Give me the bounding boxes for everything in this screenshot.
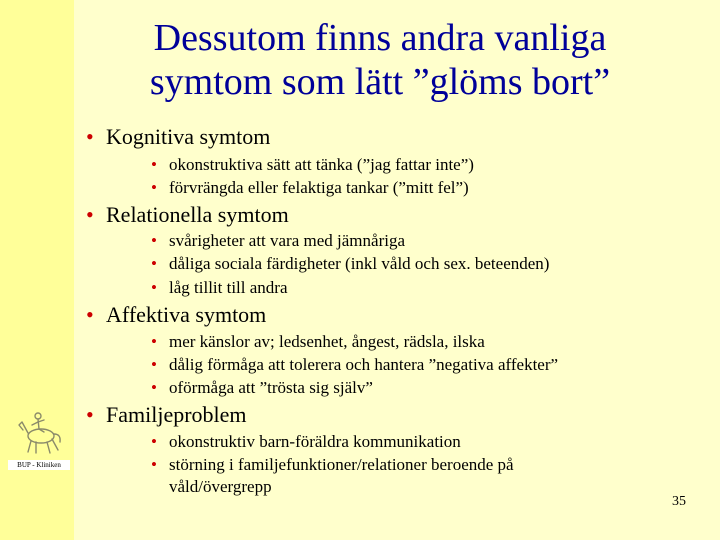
list-item: • mer känslor av; ledsenhet, ångest, rädsla, ilska xyxy=(151,332,485,351)
bullet-icon: • xyxy=(151,231,157,250)
section-heading-affektiva: • Affektiva symtom xyxy=(86,302,267,327)
list-item: • dålig förmåga att tolerera och hantera ”negativa affekter” xyxy=(151,355,559,374)
title-line-2: symtom som lätt ”glöms bort” xyxy=(149,61,611,103)
bullet-icon: • xyxy=(151,278,157,297)
list-item-continuation: våld/övergrepp xyxy=(169,477,272,496)
bullet-icon: • xyxy=(151,155,157,174)
list-item: • okonstruktiva sätt att tänka (”jag fattar inte”) xyxy=(151,155,474,174)
section-heading-relationella: • Relationella symtom xyxy=(86,202,289,227)
list-item: • okonstruktiv barn-föräldra kommunikation xyxy=(151,432,461,451)
list-item: • låg tillit till andra xyxy=(151,278,288,297)
page-number: 35 xyxy=(672,494,686,509)
horse-rider-logo-icon xyxy=(14,408,66,456)
bullet-icon: • xyxy=(151,254,157,273)
bullet-icon: • xyxy=(86,302,94,327)
bullet-icon: • xyxy=(151,378,157,397)
section-heading-familjeproblem: • Familjeproblem xyxy=(86,402,247,427)
bullet-icon: • xyxy=(151,455,157,474)
list-item: • störning i familjefunktioner/relationer beroende på xyxy=(151,455,514,474)
bullet-icon: • xyxy=(151,178,157,197)
bullet-icon: • xyxy=(86,202,94,227)
list-item: • svårigheter att vara med jämnåriga xyxy=(151,231,405,250)
list-item: • förvrängda eller felaktiga tankar (”mitt fel”) xyxy=(151,178,469,197)
bullet-icon: • xyxy=(86,402,94,427)
list-item: • oförmåga att ”trösta sig själv” xyxy=(151,378,373,397)
bullet-icon: • xyxy=(151,332,157,351)
bullet-icon: • xyxy=(86,124,94,149)
logo-label: BUP - Kliniken xyxy=(8,460,70,470)
list-item: • dåliga sociala färdigheter (inkl våld och sex. beteenden) xyxy=(151,254,550,273)
bullet-icon: • xyxy=(151,355,157,374)
title-line-1: Dessutom finns andra vanliga xyxy=(153,17,607,59)
bullet-icon: • xyxy=(151,432,157,451)
section-heading-kognitiva: • Kognitiva symtom xyxy=(86,124,271,149)
